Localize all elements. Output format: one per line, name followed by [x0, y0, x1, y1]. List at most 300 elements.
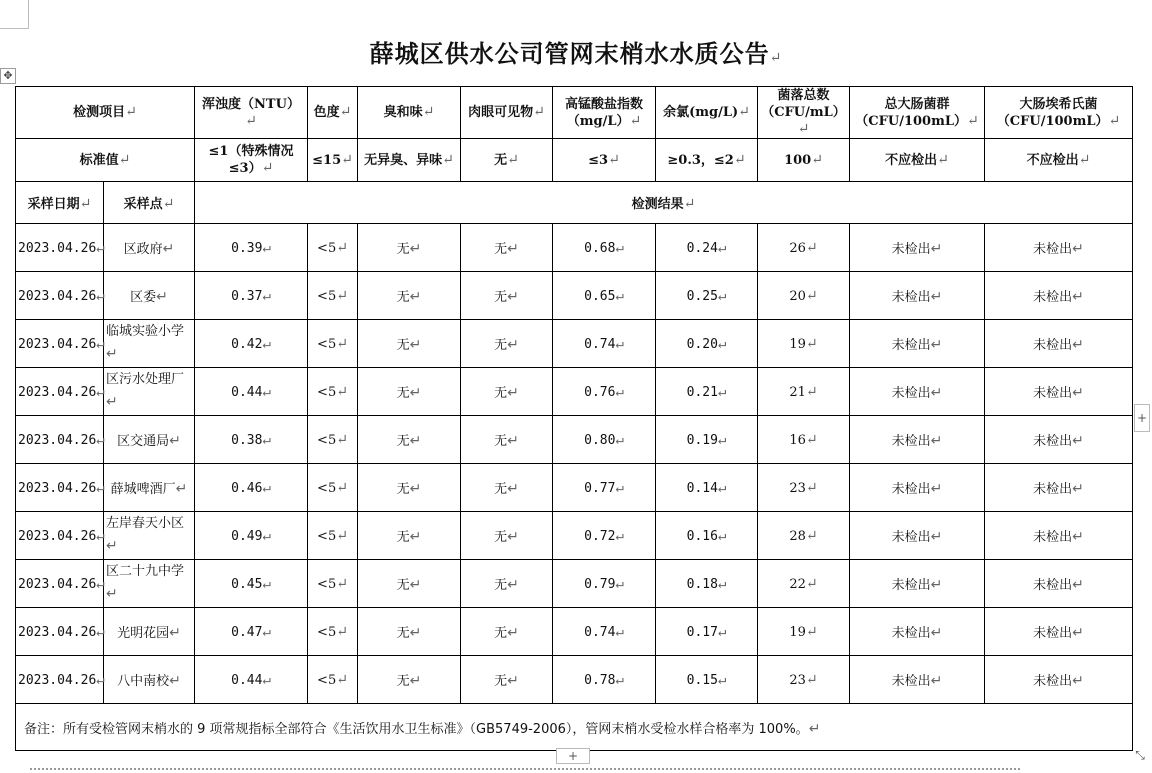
paragraph-mark-icon: ↵ — [1078, 151, 1091, 168]
result-header — [195, 182, 1133, 224]
result-chlorine — [656, 224, 758, 272]
page-bottom-dotted-line — [30, 768, 1020, 770]
result-coliform-text: 未检出 — [891, 386, 931, 401]
paragraph-mark-icon: ↵ — [717, 527, 727, 544]
table-row — [16, 224, 1133, 272]
standard-value — [656, 139, 758, 182]
result-odor — [358, 608, 461, 656]
result-colony — [758, 512, 850, 560]
result-ecoli — [985, 656, 1133, 704]
table-move-handle-icon[interactable]: ✥ — [0, 68, 16, 84]
result-chlorine-text: 0.18 — [686, 576, 718, 592]
paragraph-mark-icon: ↵ — [409, 241, 422, 257]
paragraph-mark-icon: ↵ — [717, 335, 727, 352]
paragraph-mark-icon: ↵ — [615, 479, 624, 496]
result-ecoli-text: 未检出 — [1033, 626, 1073, 641]
result-coliform — [850, 368, 985, 416]
sample-date — [16, 224, 104, 272]
paragraph-mark-icon: ↵ — [106, 346, 118, 362]
sample-date — [16, 368, 104, 416]
paragraph-mark-icon: ↵ — [805, 239, 818, 256]
result-colony-text: 21 — [789, 384, 806, 400]
paragraph-mark-icon: ↵ — [717, 479, 727, 496]
standard-value-text: 100 — [784, 152, 812, 168]
header-item-label — [16, 87, 195, 139]
result-visible-text: 无 — [494, 338, 508, 353]
result-cod — [553, 560, 656, 608]
sample-date — [16, 272, 104, 320]
header-column — [461, 87, 553, 139]
result-colony-text: 22 — [789, 576, 806, 592]
header-row — [16, 87, 1133, 139]
result-visible-text: 无 — [494, 386, 508, 401]
result-cod-text: 0.79 — [584, 576, 616, 592]
standard-value-text: 不应检出 — [1026, 152, 1079, 168]
result-odor-text: 无 — [396, 338, 410, 353]
paragraph-mark-icon: ↵ — [805, 479, 818, 496]
header-item-label-text: 检测项目 — [73, 105, 126, 120]
sample-date-text: 2023.04.26 — [18, 480, 97, 496]
result-turbidity — [195, 656, 308, 704]
sample-point-text: 区污水处理厂 — [106, 372, 185, 387]
result-odor-text: 无 — [396, 242, 410, 257]
result-colony-text: 23 — [789, 672, 806, 688]
sample-date — [16, 656, 104, 704]
result-cod-text: 0.65 — [584, 288, 616, 304]
sample-point-text: 八中南校 — [117, 674, 170, 689]
header-column-text: 高锰酸盐指数（mg/L） — [564, 96, 643, 129]
result-cod-text: 0.78 — [584, 672, 616, 688]
result-visible — [461, 560, 553, 608]
result-colony-text: 28 — [789, 528, 806, 544]
sample-point-text: 光明花园 — [117, 626, 170, 641]
result-chlorine-text: 0.14 — [686, 480, 718, 496]
header-column-text: 总大肠菌群（CFU/100mL） — [855, 96, 967, 129]
result-colony — [758, 320, 850, 368]
paragraph-mark-icon: ↵ — [1072, 481, 1084, 497]
paragraph-mark-icon: ↵ — [805, 575, 818, 592]
standard-value-text: 不应检出 — [885, 152, 938, 168]
result-cod — [553, 368, 656, 416]
result-coliform-text: 未检出 — [891, 626, 931, 641]
paragraph-mark-icon: ↵ — [1072, 385, 1084, 401]
sample-date-text: 2023.04.26 — [18, 624, 97, 640]
sample-date — [16, 608, 104, 656]
result-colony — [758, 368, 850, 416]
paragraph-mark-icon: ↵ — [96, 671, 105, 688]
result-visible — [461, 272, 553, 320]
paragraph-mark-icon: ↵ — [805, 527, 818, 544]
result-colony-text: 19 — [789, 624, 806, 640]
result-colony — [758, 224, 850, 272]
paragraph-mark-icon: ↵ — [336, 431, 348, 448]
sample-point — [104, 512, 195, 560]
result-cod — [553, 416, 656, 464]
result-visible-text: 无 — [494, 626, 508, 641]
paragraph-mark-icon: ↵ — [409, 529, 422, 545]
result-coliform — [850, 608, 985, 656]
table-resize-icon[interactable]: ⤡ — [1135, 748, 1145, 762]
result-ecoli-text: 未检出 — [1033, 578, 1073, 593]
result-coliform-text: 未检出 — [891, 482, 931, 497]
result-chlorine-text: 0.24 — [686, 240, 718, 256]
result-colony-text: 16 — [789, 432, 806, 448]
result-chlorine-text: 0.20 — [686, 336, 718, 352]
paragraph-mark-icon: ↵ — [805, 431, 818, 448]
result-odor-text: 无 — [396, 290, 410, 305]
paragraph-mark-icon: ↵ — [262, 623, 271, 640]
title-text: 薛城区供水公司管网末梢水水质公告 — [369, 39, 770, 68]
paragraph-mark-icon: ↵ — [125, 104, 137, 120]
paragraph-mark-icon: ↵ — [79, 196, 92, 212]
result-color-text: <5 — [317, 240, 337, 256]
paragraph-mark-icon: ↵ — [1072, 529, 1084, 545]
result-chlorine — [656, 272, 758, 320]
standard-value-text: ≥0.3，≤2 — [667, 152, 734, 168]
header-column — [850, 87, 985, 139]
paragraph-mark-icon: ↵ — [409, 673, 422, 689]
standard-value-text: ≤15 — [312, 152, 342, 168]
paragraph-mark-icon: ↵ — [717, 287, 727, 304]
result-chlorine — [656, 512, 758, 560]
paragraph-mark-icon: ↵ — [930, 529, 943, 545]
paragraph-mark-icon: ↵ — [615, 287, 624, 304]
result-cod-text: 0.68 — [584, 240, 616, 256]
paragraph-mark-icon: ↵ — [533, 104, 545, 120]
result-color-text: <5 — [317, 576, 337, 592]
result-turbidity — [195, 608, 308, 656]
page-corner-mark — [0, 0, 29, 29]
result-colony-text: 26 — [789, 240, 806, 256]
paragraph-mark-icon: ↵ — [409, 337, 422, 353]
result-coliform-text: 未检出 — [891, 674, 931, 689]
table-row — [16, 512, 1133, 560]
paragraph-mark-icon: ↵ — [615, 383, 624, 400]
standard-value — [195, 139, 308, 182]
result-colony — [758, 560, 850, 608]
date-header — [16, 182, 104, 224]
paragraph-mark-icon: ↵ — [805, 623, 818, 640]
header-column — [985, 87, 1133, 139]
paragraph-mark-icon: ↵ — [1072, 289, 1084, 305]
paragraph-mark-icon: ↵ — [615, 527, 624, 544]
result-ecoli-text: 未检出 — [1033, 386, 1073, 401]
header-column-text: 臭和味 — [383, 105, 423, 120]
paragraph-mark-icon: ↵ — [96, 623, 105, 640]
result-chlorine-text: 0.15 — [686, 672, 718, 688]
sample-date-text: 2023.04.26 — [18, 336, 97, 352]
paragraph-mark-icon: ↵ — [930, 481, 943, 497]
sample-point — [104, 368, 195, 416]
result-visible — [461, 224, 553, 272]
header-column — [758, 87, 850, 139]
result-turbidity-text: 0.39 — [231, 240, 263, 256]
header-column-text: 色度 — [313, 105, 340, 120]
paragraph-mark-icon: ↵ — [966, 112, 979, 129]
sample-point — [104, 560, 195, 608]
result-chlorine — [656, 416, 758, 464]
result-turbidity — [195, 224, 308, 272]
standard-value — [308, 139, 358, 182]
sample-date — [16, 560, 104, 608]
paragraph-mark-icon: ↵ — [769, 50, 783, 66]
header-column-text: 余氯(mg/L) — [663, 105, 739, 120]
result-odor — [358, 320, 461, 368]
result-color-text: <5 — [317, 336, 337, 352]
result-colony — [758, 656, 850, 704]
result-cod — [553, 224, 656, 272]
header-column — [308, 87, 358, 139]
paragraph-mark-icon: ↵ — [733, 151, 746, 168]
result-chlorine — [656, 320, 758, 368]
result-cod — [553, 608, 656, 656]
paragraph-mark-icon: ↵ — [262, 239, 271, 256]
paragraph-mark-icon: ↵ — [805, 671, 818, 688]
result-chlorine-text: 0.21 — [686, 384, 718, 400]
paragraph-mark-icon: ↵ — [738, 104, 750, 120]
paragraph-mark-icon: ↵ — [106, 394, 118, 410]
result-cod-text: 0.77 — [584, 480, 616, 496]
result-turbidity-text: 0.45 — [231, 576, 263, 592]
result-visible — [461, 416, 553, 464]
sample-date-text: 2023.04.26 — [18, 384, 97, 400]
paragraph-mark-icon: ↵ — [1072, 241, 1084, 257]
sample-date — [16, 512, 104, 560]
result-chlorine-text: 0.16 — [686, 528, 718, 544]
header-column-text: 大肠埃希氏菌（CFU/100mL） — [996, 96, 1109, 129]
result-odor — [358, 272, 461, 320]
paragraph-mark-icon: ↵ — [409, 481, 422, 497]
result-color — [308, 560, 358, 608]
result-colony — [758, 272, 850, 320]
result-cod — [553, 320, 656, 368]
note-row — [16, 704, 1133, 751]
sample-point — [104, 656, 195, 704]
paragraph-mark-icon: ↵ — [162, 241, 175, 257]
paragraph-mark-icon: ↵ — [615, 335, 624, 352]
paragraph-mark-icon: ↵ — [96, 527, 105, 544]
paragraph-mark-icon: ↵ — [336, 335, 348, 352]
result-visible-text: 无 — [494, 242, 508, 257]
result-ecoli — [985, 464, 1133, 512]
result-color — [308, 272, 358, 320]
paragraph-mark-icon: ↵ — [409, 385, 422, 401]
point-header-text: 采样点 — [123, 197, 163, 212]
table-row — [16, 464, 1133, 512]
paragraph-mark-icon: ↵ — [930, 289, 943, 305]
paragraph-mark-icon: ↵ — [96, 383, 105, 400]
result-coliform — [850, 416, 985, 464]
result-odor-text: 无 — [396, 530, 410, 545]
result-colony — [758, 608, 850, 656]
result-visible — [461, 656, 553, 704]
paragraph-mark-icon: ↵ — [930, 577, 943, 593]
paragraph-mark-icon: ↵ — [615, 431, 624, 448]
result-coliform — [850, 272, 985, 320]
sample-date — [16, 416, 104, 464]
paragraph-mark-icon: ↵ — [175, 481, 188, 497]
result-coliform — [850, 224, 985, 272]
paragraph-mark-icon: ↵ — [169, 625, 181, 641]
standard-value-text: ≤3 — [588, 152, 609, 168]
paragraph-mark-icon: ↵ — [156, 289, 168, 305]
sample-point-text: 区委 — [130, 290, 157, 305]
add-column-icon[interactable]: + — [1134, 404, 1150, 432]
water-quality-table — [15, 86, 1133, 751]
result-ecoli — [985, 224, 1133, 272]
paragraph-mark-icon: ↵ — [608, 151, 620, 168]
sample-date-text: 2023.04.26 — [18, 432, 97, 448]
paragraph-mark-icon: ↵ — [937, 151, 949, 168]
paragraph-mark-icon: ↵ — [336, 575, 348, 592]
result-cod — [553, 512, 656, 560]
paragraph-mark-icon: ↵ — [930, 673, 943, 689]
result-ecoli-text: 未检出 — [1033, 530, 1073, 545]
paragraph-mark-icon: ↵ — [336, 287, 348, 304]
result-turbidity — [195, 512, 308, 560]
result-ecoli-text: 未检出 — [1033, 242, 1073, 257]
result-color — [308, 656, 358, 704]
result-color — [308, 224, 358, 272]
result-coliform-text: 未检出 — [891, 530, 931, 545]
add-row-icon[interactable]: + — [556, 748, 590, 764]
paragraph-mark-icon: ↵ — [797, 121, 810, 137]
result-visible — [461, 368, 553, 416]
result-coliform — [850, 320, 985, 368]
result-ecoli-text: 未检出 — [1033, 338, 1073, 353]
result-ecoli-text: 未检出 — [1033, 482, 1073, 497]
result-odor — [358, 560, 461, 608]
result-color-text: <5 — [317, 288, 337, 304]
table-row — [16, 608, 1133, 656]
paragraph-mark-icon: ↵ — [262, 287, 271, 304]
paragraph-mark-icon: ↵ — [1108, 112, 1121, 129]
paragraph-mark-icon: ↵ — [717, 575, 727, 592]
header-column — [553, 87, 656, 139]
result-coliform-text: 未检出 — [891, 578, 931, 593]
paragraph-mark-icon: ↵ — [811, 151, 823, 168]
paragraph-mark-icon: ↵ — [930, 241, 943, 257]
result-colony — [758, 464, 850, 512]
result-cod-text: 0.80 — [584, 432, 616, 448]
paragraph-mark-icon: ↵ — [1072, 577, 1084, 593]
result-chlorine-text: 0.25 — [686, 288, 718, 304]
paragraph-mark-icon: ↵ — [422, 104, 435, 120]
result-odor-text: 无 — [396, 626, 410, 641]
result-colony — [758, 416, 850, 464]
paragraph-mark-icon: ↵ — [261, 160, 274, 176]
result-visible — [461, 464, 553, 512]
result-chlorine-text: 0.17 — [686, 624, 718, 640]
table-row — [16, 656, 1133, 704]
paragraph-mark-icon: ↵ — [409, 577, 422, 593]
paragraph-mark-icon: ↵ — [615, 671, 624, 688]
paragraph-mark-icon: ↵ — [169, 433, 181, 449]
result-odor-text: 无 — [396, 434, 410, 449]
sample-date — [16, 464, 104, 512]
result-odor-text: 无 — [396, 674, 410, 689]
sample-point-text: 区交通局 — [117, 434, 170, 449]
result-color-text: <5 — [317, 672, 337, 688]
standard-value-text: 无 — [494, 152, 508, 168]
result-ecoli — [985, 416, 1133, 464]
paragraph-mark-icon: ↵ — [409, 625, 422, 641]
paragraph-mark-icon: ↵ — [409, 289, 422, 305]
sample-point — [104, 224, 195, 272]
result-header-row — [16, 182, 1133, 224]
sample-date-text: 2023.04.26 — [18, 576, 97, 592]
result-cod — [553, 464, 656, 512]
result-odor-text: 无 — [396, 386, 410, 401]
sample-date — [16, 320, 104, 368]
result-ecoli-text: 未检出 — [1033, 434, 1073, 449]
result-turbidity — [195, 272, 308, 320]
paragraph-mark-icon: ↵ — [805, 335, 818, 352]
result-chlorine-text: 0.19 — [686, 432, 718, 448]
paragraph-mark-icon: ↵ — [507, 481, 519, 497]
result-cod-text: 0.74 — [584, 624, 616, 640]
paragraph-mark-icon: ↵ — [717, 671, 727, 688]
date-header-text: 采样日期 — [27, 197, 80, 212]
standard-value — [358, 139, 461, 182]
result-turbidity-text: 0.37 — [231, 288, 263, 304]
paragraph-mark-icon: ↵ — [262, 431, 271, 448]
sample-point-text: 区二十九中学 — [106, 564, 185, 579]
paragraph-mark-icon: ↵ — [1072, 625, 1084, 641]
paragraph-mark-icon: ↵ — [96, 479, 105, 496]
paragraph-mark-icon: ↵ — [336, 479, 348, 496]
result-odor — [358, 416, 461, 464]
paragraph-mark-icon: ↵ — [336, 671, 348, 688]
result-coliform-text: 未检出 — [891, 338, 931, 353]
result-visible-text: 无 — [494, 530, 508, 545]
paragraph-mark-icon: ↵ — [96, 431, 105, 448]
table-row — [16, 320, 1133, 368]
result-color — [308, 512, 358, 560]
standard-value — [461, 139, 553, 182]
standard-label-text: 标准值 — [79, 152, 119, 168]
paragraph-mark-icon: ↵ — [683, 196, 696, 212]
paragraph-mark-icon: ↵ — [96, 335, 105, 352]
paragraph-mark-icon: ↵ — [615, 623, 624, 640]
paragraph-mark-icon: ↵ — [507, 433, 519, 449]
result-odor — [358, 512, 461, 560]
result-chlorine — [656, 464, 758, 512]
result-turbidity-text: 0.42 — [231, 336, 263, 352]
result-turbidity-text: 0.38 — [231, 432, 263, 448]
result-visible — [461, 320, 553, 368]
paragraph-mark-icon: ↵ — [341, 151, 353, 168]
paragraph-mark-icon: ↵ — [1072, 337, 1084, 353]
paragraph-mark-icon: ↵ — [930, 625, 943, 641]
result-ecoli — [985, 512, 1133, 560]
result-turbidity-text: 0.46 — [231, 480, 263, 496]
paragraph-mark-icon: ↵ — [930, 433, 943, 449]
paragraph-mark-icon: ↵ — [336, 383, 348, 400]
paragraph-mark-icon: ↵ — [162, 196, 175, 212]
result-coliform — [850, 656, 985, 704]
paragraph-mark-icon: ↵ — [96, 287, 105, 304]
header-column-text: 肉眼可见物 — [468, 105, 534, 120]
standard-value — [985, 139, 1133, 182]
paragraph-mark-icon: ↵ — [629, 112, 642, 129]
result-colony-text: 20 — [789, 288, 806, 304]
result-cod — [553, 272, 656, 320]
result-visible-text: 无 — [494, 674, 508, 689]
paragraph-mark-icon: ↵ — [615, 575, 624, 592]
paragraph-mark-icon: ↵ — [118, 151, 131, 168]
result-color — [308, 320, 358, 368]
